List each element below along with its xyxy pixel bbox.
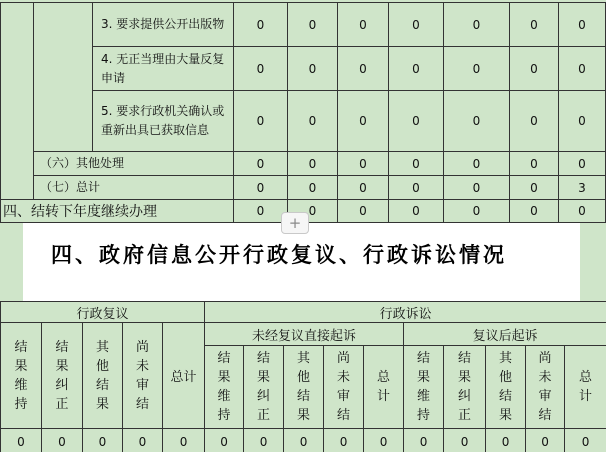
table-row	[1, 429, 606, 452]
cell-value: 0	[338, 47, 389, 91]
cell-value: 0	[444, 91, 510, 152]
column-header-label: 尚未审结	[337, 351, 351, 423]
cell-value: 0	[288, 3, 338, 47]
column-header-cell	[123, 323, 163, 429]
cell-value: 3	[559, 176, 606, 200]
plus-icon: +	[288, 213, 302, 232]
cell-value: 0	[444, 200, 510, 223]
column-header-cell	[486, 346, 526, 429]
column-header-cell	[284, 346, 324, 429]
data-cell: 0	[565, 429, 606, 452]
cell-value: 0	[510, 152, 559, 176]
data-cell: 0	[526, 429, 565, 452]
data-cell: 0	[163, 429, 205, 452]
cell-value: 0	[389, 47, 444, 91]
cell-value: 0	[234, 200, 288, 223]
column-header-cell	[83, 323, 123, 429]
row-label: 3. 要求提供公开出版物	[93, 3, 234, 47]
column-header-cell	[205, 346, 244, 429]
column-header-cell	[444, 346, 486, 429]
data-cell: 0	[324, 429, 364, 452]
table-row	[1, 3, 606, 47]
column-header-label: 尚未审结	[538, 351, 552, 423]
data-cell: 0	[284, 429, 324, 452]
cell-value: 0	[288, 47, 338, 91]
column-header-cell	[42, 323, 83, 429]
cell-value: 0	[234, 176, 288, 200]
column-header-cell	[565, 346, 606, 429]
column-header-cell	[163, 323, 205, 429]
column-header-label: 其他结果	[95, 339, 109, 412]
cell-value: 0	[444, 152, 510, 176]
group-header-litigation: 行政诉讼	[205, 302, 606, 323]
column-header-cell	[1, 323, 42, 429]
cell-value: 0	[288, 176, 338, 200]
cell-value: 0	[338, 176, 389, 200]
cell-value: 0	[510, 3, 559, 47]
cell-value: 0	[510, 176, 559, 200]
data-cell: 0	[83, 429, 123, 452]
column-header-cell	[404, 346, 444, 429]
table-row	[1, 176, 606, 200]
cell-value: 0	[338, 200, 389, 223]
cell-value: 0	[510, 47, 559, 91]
data-cell: 0	[404, 429, 444, 452]
column-header-cell	[364, 346, 404, 429]
section-title: 四、政府信息公开行政复议、行政诉讼情况	[51, 243, 507, 267]
column-header-label: 结果维持	[417, 351, 431, 423]
data-cell: 0	[1, 429, 42, 452]
column-header-cell	[244, 346, 284, 429]
column-header-cell	[324, 346, 364, 429]
data-cell: 0	[42, 429, 83, 452]
subgroup-header-direct-suit: 未经复议直接起诉	[205, 323, 404, 346]
cell-value: 0	[288, 152, 338, 176]
table-row	[1, 152, 606, 176]
row-label: 4. 无正当理由大量反复申请	[93, 47, 234, 91]
cell-value: 0	[389, 91, 444, 152]
processing-results-table	[0, 2, 606, 223]
cell-value: 0	[234, 47, 288, 91]
column-header-label: 其他结果	[297, 351, 311, 423]
data-cell: 0	[444, 429, 486, 452]
spanned-empty-cell	[34, 3, 93, 152]
spanned-empty-cell	[1, 3, 34, 200]
column-header-label: 结果纠正	[458, 351, 472, 423]
data-cell: 0	[205, 429, 244, 452]
cell-value: 0	[389, 176, 444, 200]
cell-value: 0	[559, 3, 606, 47]
cell-value: 0	[510, 200, 559, 223]
column-header-cell	[526, 346, 565, 429]
row-label: 5. 要求行政机关确认或重新出具已获取信息	[93, 91, 234, 152]
cell-value: 0	[559, 200, 606, 223]
cell-value: 0	[559, 47, 606, 91]
table-row	[1, 323, 606, 346]
column-header-label: 尚未审结	[135, 339, 149, 412]
data-cell: 0	[364, 429, 404, 452]
cell-value: 0	[288, 200, 338, 223]
row-label: （六）其他处理	[34, 152, 234, 176]
cell-value: 0	[389, 200, 444, 223]
column-header-label: 总计	[377, 370, 391, 404]
insert-block-button[interactable]	[281, 212, 309, 234]
cell-value: 0	[389, 3, 444, 47]
table-row	[1, 302, 606, 323]
subgroup-header-suit-after-review: 复议后起诉	[404, 323, 606, 346]
cell-value: 0	[338, 91, 389, 152]
cell-value: 0	[559, 152, 606, 176]
cell-value: 0	[234, 3, 288, 47]
column-header-label: 结果维持	[14, 339, 28, 412]
cell-value: 0	[338, 3, 389, 47]
cell-value: 0	[510, 91, 559, 152]
row-label: 四、结转下年度继续办理	[1, 200, 234, 223]
group-header-reconsideration: 行政复议	[1, 302, 205, 323]
data-cell: 0	[123, 429, 163, 452]
column-header-label: 其他结果	[499, 351, 513, 423]
cell-value: 0	[338, 152, 389, 176]
data-cell: 0	[244, 429, 284, 452]
cell-value: 0	[234, 152, 288, 176]
column-header-label: 结果维持	[217, 351, 231, 423]
column-header-label: 总计	[579, 370, 593, 404]
row-label: （七）总计	[34, 176, 234, 200]
cell-value: 0	[444, 3, 510, 47]
column-header-label: 结果纠正	[55, 339, 69, 412]
column-header-label: 总计	[170, 370, 197, 385]
cell-value: 0	[234, 91, 288, 152]
column-header-label: 结果纠正	[257, 351, 271, 423]
cell-value: 0	[444, 176, 510, 200]
cell-value: 0	[288, 91, 338, 152]
cell-value: 0	[389, 152, 444, 176]
cell-value: 0	[559, 91, 606, 152]
review-litigation-table	[0, 301, 606, 452]
data-cell: 0	[486, 429, 526, 452]
cell-value: 0	[444, 47, 510, 91]
